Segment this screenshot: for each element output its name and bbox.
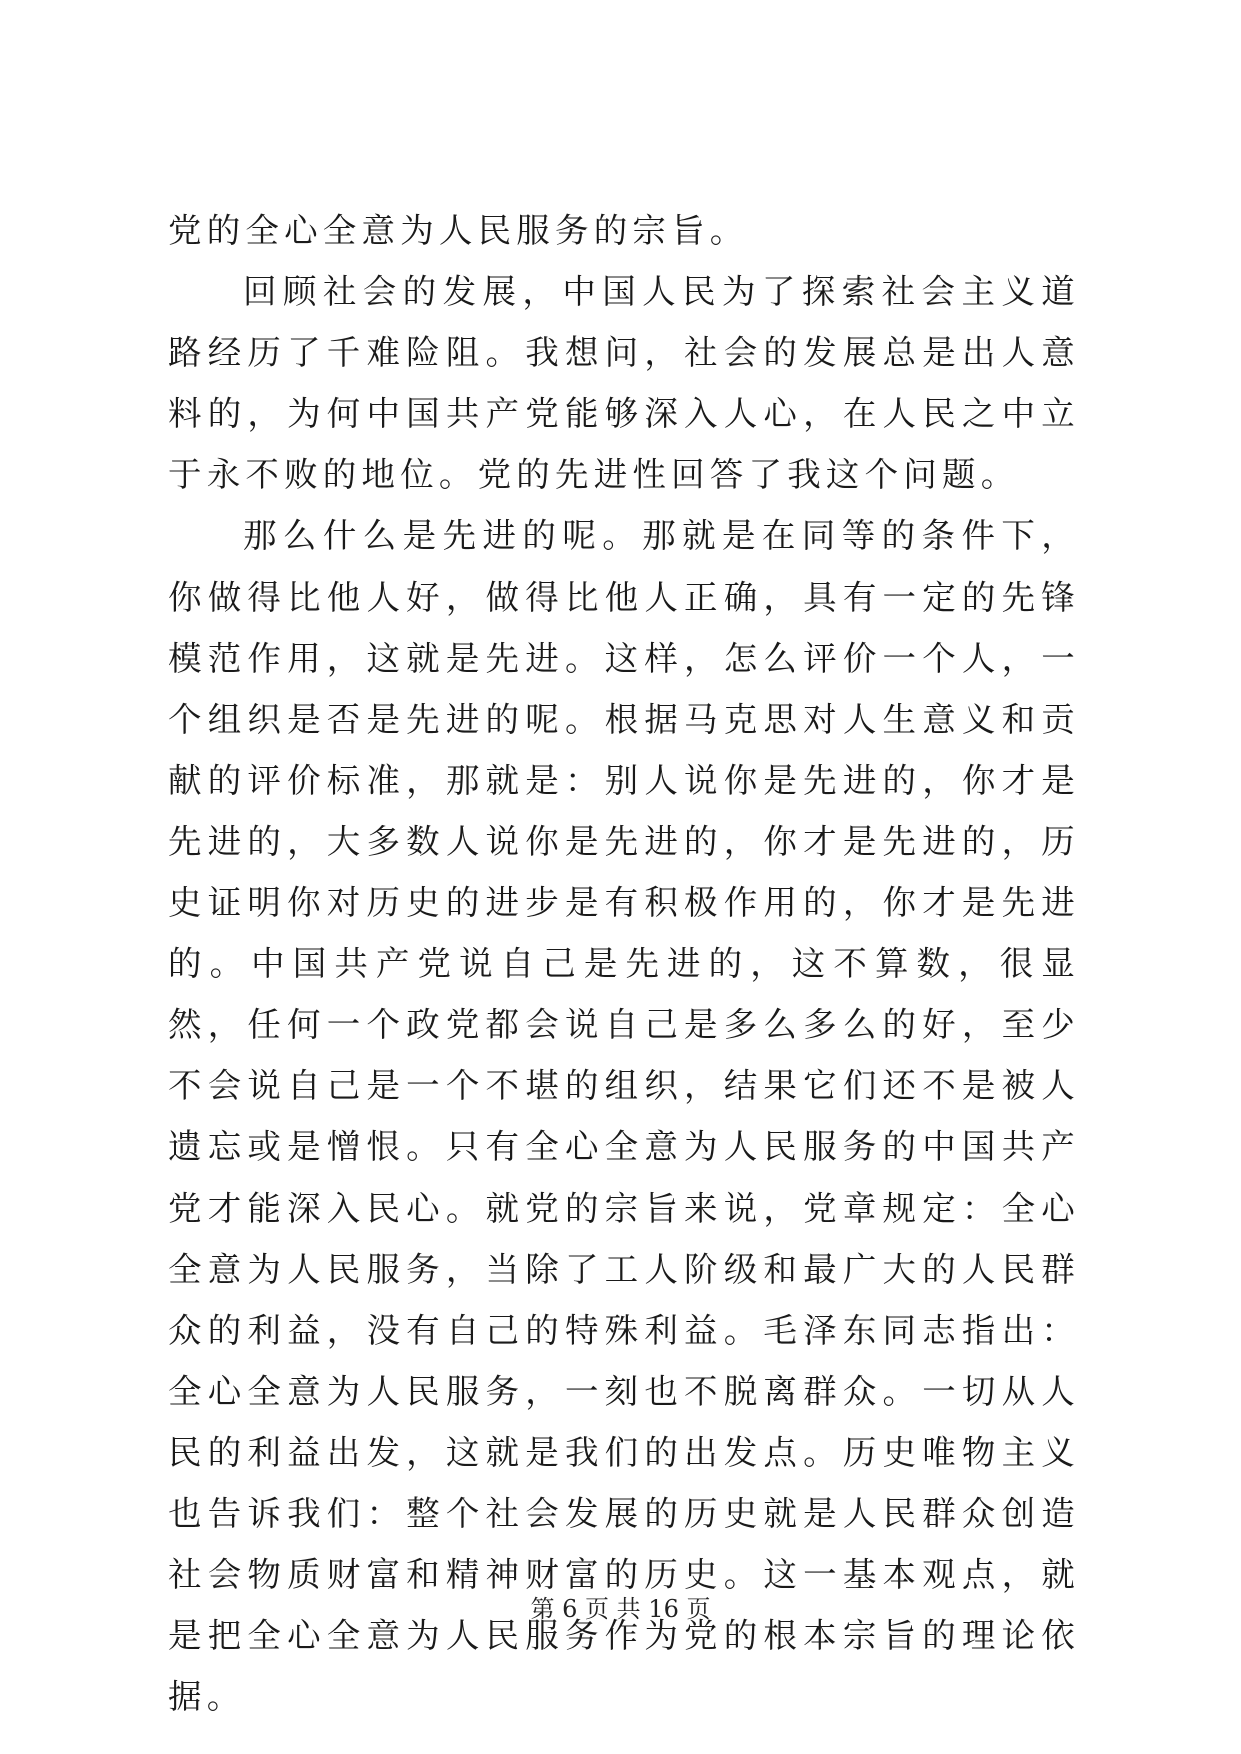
paragraph-2: 回顾社会的发展，中国人民为了探索社会主义道路经历了千难险阻。我想问，社会的发展总是出人意料的，为何中国共产党能够深入人心，在人民之中立于永不败的地位。党的先进性回答了我这个问题。	[168, 272, 1080, 495]
paragraph-1: 党的全心全意为人民服务的宗旨。	[168, 211, 749, 250]
document-body	[168, 200, 1080, 1727]
paragraph-3: 那么什么是先进的呢。那就是在同等的条件下，你做得比他人好，做得比他人正确，具有一定的先锋模范作用，这就是先进。这样，怎么评价一个人，一个组织是否是先进的呢。根据马克思对人生意义和贡献的评价标准，那就是：别人说你是先进的，你才是先进的，大多数人说你是先进的，你才是先进的，历史证明你对历史的进步是有积极作用的，你才是先进的。中国共产党说自己是先进的，这不算数，很显然，任何一个政党都会说自己是多么多么的好，至少不会说自己是一个不堪的组织，结果它们还不是被人遗忘或是憎恨。只有全心全意为人民服务的中国共产党才能深入民心。就党的宗旨来说，党章规定：全心全意为人民服务，当除了工人阶级和最广大的人民群众的利益，没有自己的特殊利益。毛泽东同志指出：全心全意为人民服务，一刻也不脱离群众。一切从人民的利益出发，这就是我们的出发点。历史唯物主义也告诉我们：整个社会发展的历史就是人民群众创造社会物质财富和精神财富的历史。这一基本观点，就是把全心全意为人民服务作为党的根本宗旨的理论依据。	[168, 516, 1080, 1717]
page-number-footer: 第 6 页 共 16 页	[530, 1595, 711, 1623]
